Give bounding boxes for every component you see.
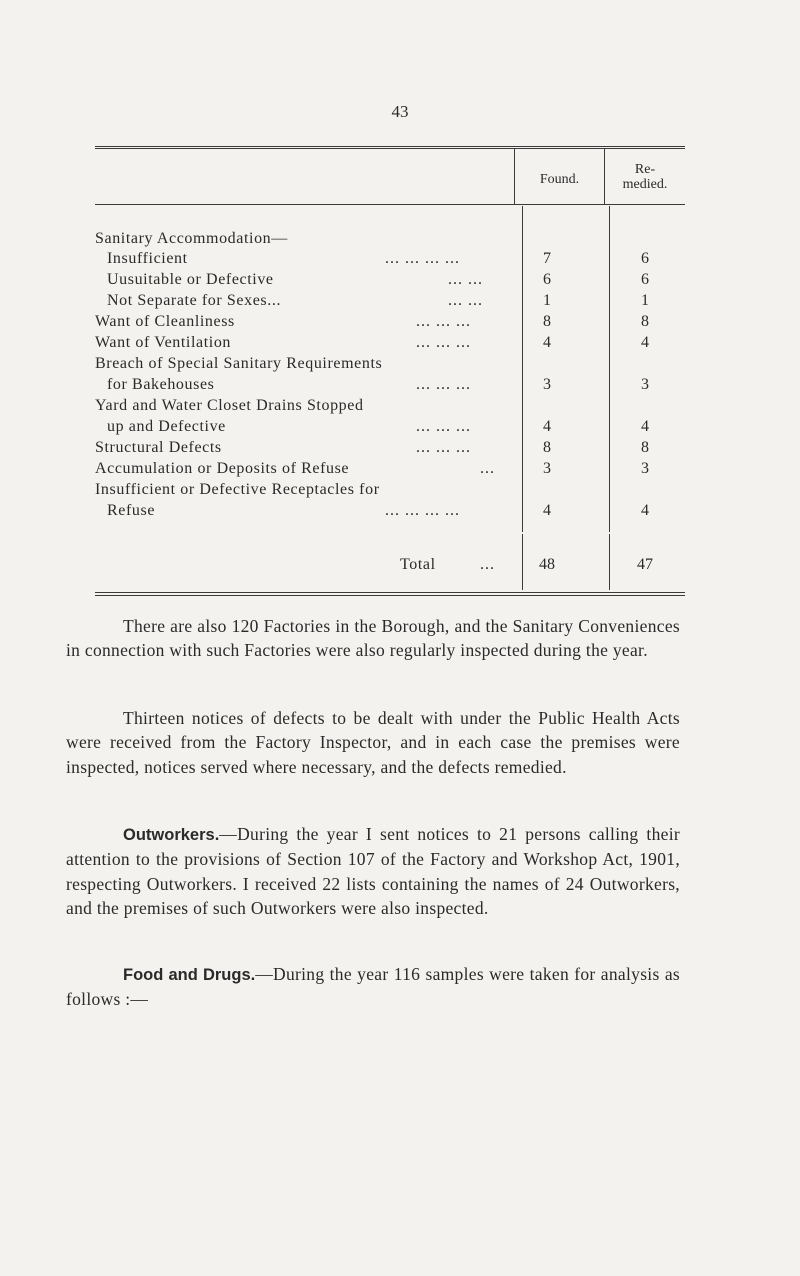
row-remedied: 8 (641, 313, 649, 330)
column-header-remedied: Re- medied. (622, 162, 668, 192)
row-dots: ... ... (448, 271, 483, 288)
row-label: Want of Ventilation (95, 334, 232, 351)
row-remedied: 6 (641, 271, 649, 288)
paragraph-outworkers (66, 822, 680, 921)
column-divider (522, 534, 523, 590)
header-bottom-rule (95, 204, 685, 205)
column-header-found: Found. (539, 172, 580, 187)
row-label: Insufficient or Defective Receptacles for (95, 481, 380, 498)
row-label: Yard and Water Closet Drains Stopped (95, 397, 364, 414)
row-remedied: 1 (641, 292, 649, 309)
total-found: 48 (539, 556, 555, 573)
row-found: 3 (543, 460, 551, 477)
page-number: 43 (391, 102, 409, 121)
outworkers-text: —During the year I sent notices to 21 persons calling their attention to the provisions of Section 107 of the Factory and Workshop Act, 1901, respecting Outworkers. I received 22 lists containing the names of 24 Outworkers, and the premises of such Outworkers were also inspected. (66, 824, 680, 919)
column-divider (609, 206, 610, 532)
row-dots: ... ... ... (416, 376, 471, 393)
row-dots: ... ... ... ... (385, 502, 460, 519)
row-label: Uusuitable or Defective (107, 271, 274, 288)
row-dots: ... ... ... ... (385, 250, 460, 267)
row-label-continued: Refuse (107, 502, 156, 519)
paragraph-factories: There are also 120 Factories in the Borough, and the Sanitary Conveniences in connection with such Factories were also regularly inspected during the year. (66, 616, 680, 661)
row-found: 3 (543, 376, 551, 393)
section-title: Sanitary Accommodation— (95, 230, 288, 247)
row-found: 1 (543, 292, 551, 309)
row-remedied: 4 (641, 334, 649, 351)
row-remedied: 4 (641, 418, 649, 435)
row-label: Breach of Special Sanitary Requirements (95, 355, 383, 372)
column-divider (609, 534, 610, 590)
row-remedied: 4 (641, 502, 649, 519)
row-found: 7 (543, 250, 551, 267)
paragraph-food-drugs (66, 962, 680, 1012)
row-dots: ... ... ... (416, 313, 471, 330)
sanitary-defects-table (95, 146, 685, 598)
total-dots: ... (480, 556, 495, 573)
row-remedied: 3 (641, 460, 649, 477)
column-divider (522, 206, 523, 532)
row-label: Want of Cleanliness (95, 313, 235, 330)
outworkers-heading: Outworkers. (123, 826, 220, 844)
row-remedied: 8 (641, 439, 649, 456)
row-label-continued: up and Defective (107, 418, 226, 435)
row-found: 6 (543, 271, 551, 288)
table-bottom-rule (95, 592, 685, 593)
table-top-rule (95, 146, 685, 147)
row-label: Accumulation or Deposits of Refuse (95, 460, 350, 477)
row-label-continued: for Bakehouses (107, 376, 215, 393)
row-found: 4 (543, 334, 551, 351)
row-dots: ... ... ... (416, 439, 471, 456)
row-label: Not Separate for Sexes... (107, 292, 282, 309)
table-bottom-rule-double (95, 595, 685, 596)
food-drugs-heading: Food and Drugs. (123, 966, 256, 984)
row-found: 4 (543, 502, 551, 519)
table-top-rule-double (95, 148, 685, 149)
paragraph-notices: Thirteen notices of defects to be dealt with under the Public Health Acts were received from the Factory Inspector, and in each case the premises were inspected, notices served where necessary, and the defects remedied. (66, 708, 680, 777)
total-remedied: 47 (637, 556, 653, 573)
row-found: 8 (543, 439, 551, 456)
row-label: Insufficient (107, 250, 188, 267)
row-found: 8 (543, 313, 551, 330)
row-remedied: 6 (641, 250, 649, 267)
row-label: Structural Defects (95, 439, 222, 456)
row-found: 4 (543, 418, 551, 435)
row-dots: ... ... ... (416, 418, 471, 435)
total-label: Total (400, 556, 436, 573)
row-dots: ... (480, 460, 495, 477)
row-remedied: 3 (641, 376, 649, 393)
food-drugs-text: —During the year 116 samples were taken for analysis as follows :— (66, 964, 681, 1010)
row-dots: ... ... (448, 292, 483, 309)
row-dots: ... ... ... (416, 334, 471, 351)
